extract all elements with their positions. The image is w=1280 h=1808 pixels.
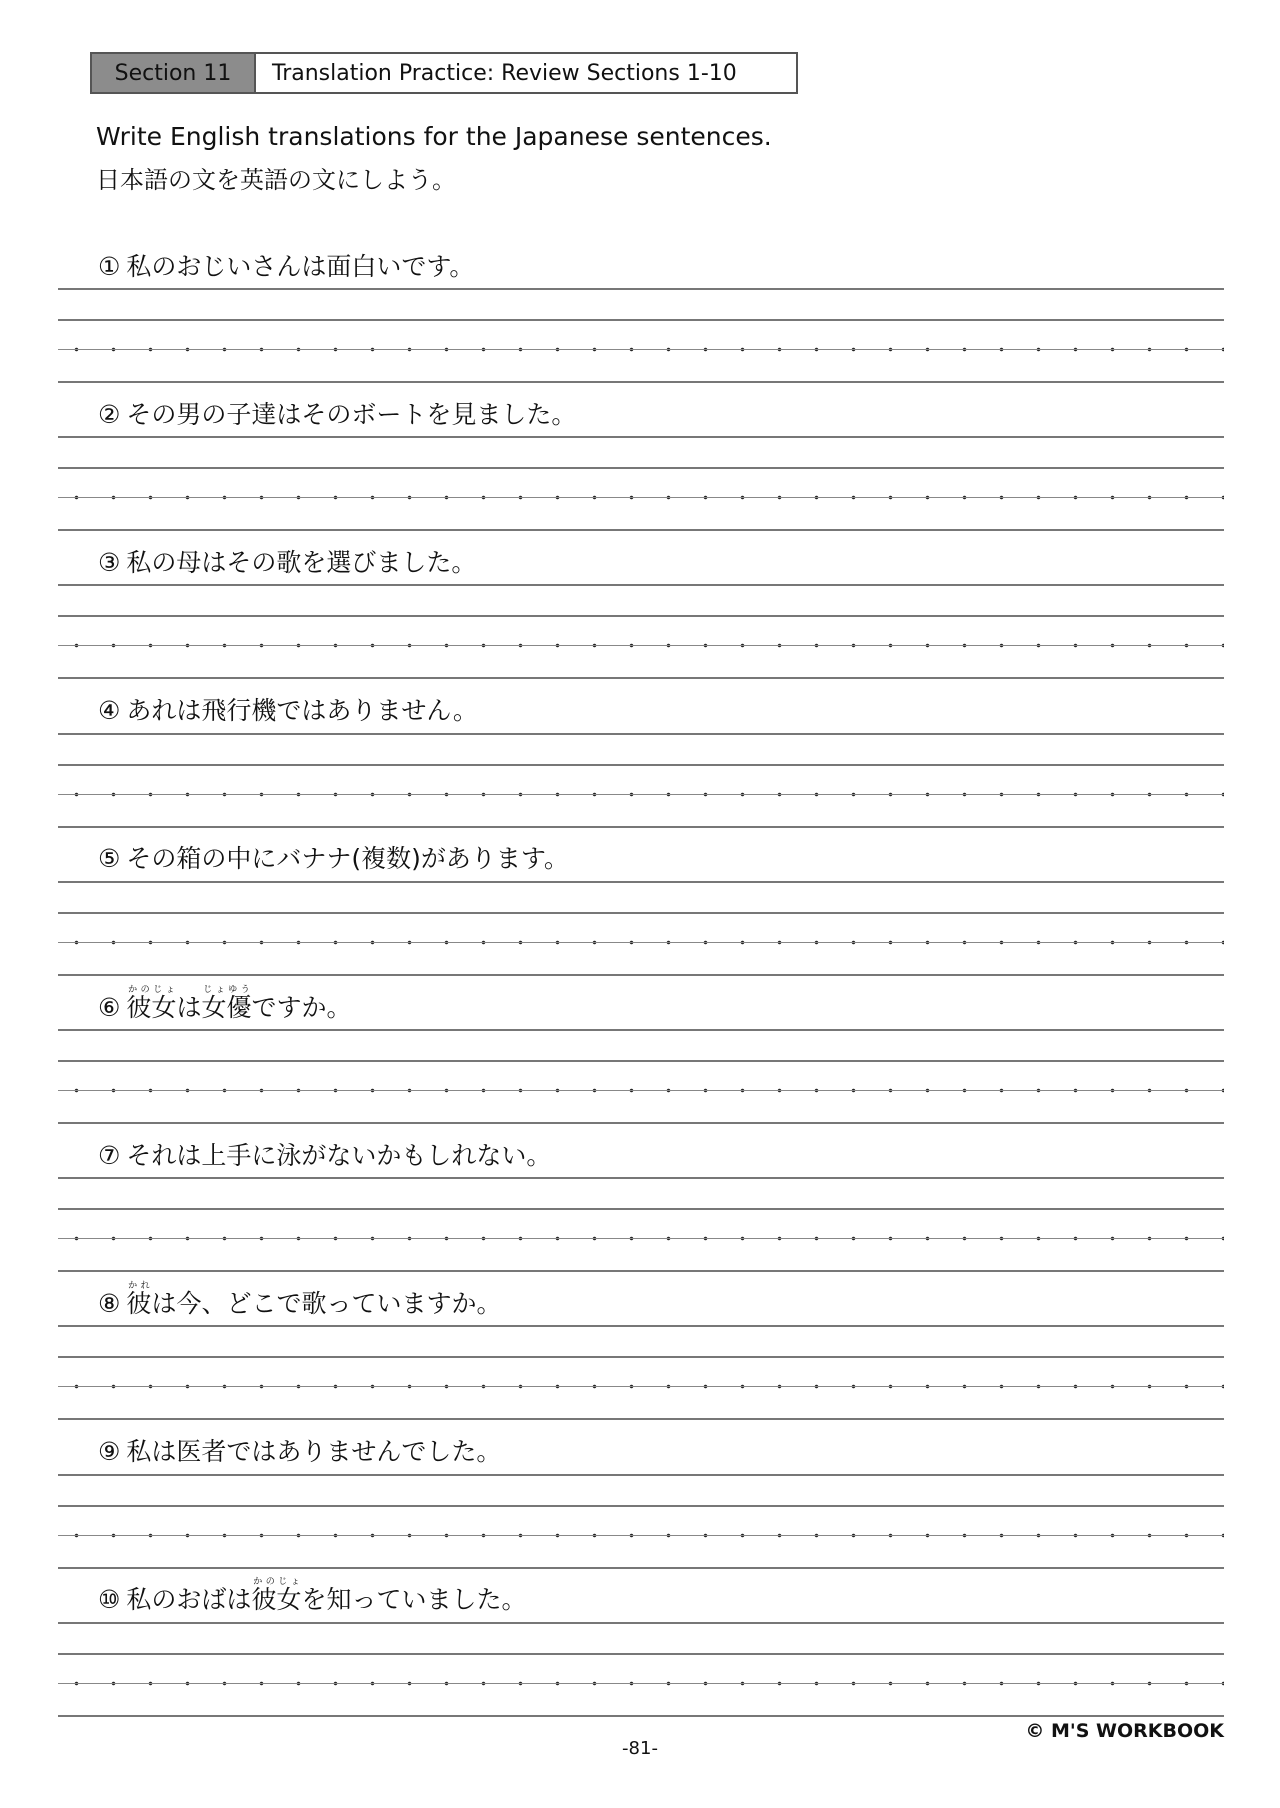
japanese-sentence <box>98 1438 501 1466</box>
kanji: 女 <box>276 1585 302 1615</box>
sentence-underline <box>58 1622 1224 1624</box>
sentence-text: ですか。 <box>251 992 352 1022</box>
japanese-sentence <box>98 253 474 281</box>
exercise-item <box>0 436 1280 584</box>
sentence-text: は今、どこで歌っていますか。 <box>151 1288 502 1318</box>
sentence-number: ② <box>98 399 121 429</box>
sentence-text: あれは飛行機ではありません。 <box>126 696 478 726</box>
furigana: かの <box>251 1577 277 1588</box>
sentence-number: ⑩ <box>98 1585 121 1615</box>
kanji: 彼 <box>126 1288 152 1318</box>
section-label: Section 11 <box>92 54 256 92</box>
furigana-word <box>151 984 177 1022</box>
furigana-word <box>201 984 227 1022</box>
furigana: じょ <box>151 984 177 995</box>
japanese-sentence <box>98 549 476 577</box>
sentence-number: ⑨ <box>98 1437 121 1467</box>
instructions-english: Write English translations for the Japanese sentences. <box>96 122 772 151</box>
sentence-text: 私は医者ではありませんでした。 <box>126 1437 502 1467</box>
exercise-item <box>0 1029 1280 1177</box>
exercise-item <box>0 733 1280 881</box>
sentence-number: ⑦ <box>98 1140 121 1170</box>
section-title: Translation Practice: Review Sections 1-10 <box>272 60 737 86</box>
sentence-text: その箱の中にバナナ(複数)があります。 <box>126 844 569 874</box>
sentence-number: ⑧ <box>98 1288 121 1318</box>
sentence-text: 私のおばは <box>126 1585 252 1615</box>
japanese-sentence <box>98 1577 526 1614</box>
exercise-item <box>0 881 1280 1029</box>
sentence-number: ④ <box>98 696 121 726</box>
kanji: 女 <box>201 992 227 1022</box>
writing-line[interactable] <box>58 1653 1224 1655</box>
furigana-word <box>276 1577 302 1615</box>
writing-line[interactable] <box>58 1715 1224 1717</box>
japanese-sentence <box>98 1281 501 1318</box>
japanese-sentence <box>98 401 576 429</box>
kanji: 女 <box>151 992 177 1022</box>
sentence-number: ⑤ <box>98 844 121 874</box>
section-header <box>90 52 798 94</box>
kanji: 彼 <box>251 1585 277 1615</box>
sentence-number: ③ <box>98 547 121 577</box>
exercise-item <box>0 585 1280 733</box>
furigana-word <box>226 984 252 1022</box>
furigana-word <box>251 1577 277 1615</box>
sentence-text: を知っていました。 <box>301 1585 527 1615</box>
sentence-text: それは上手に泳がないかもしれない。 <box>126 1140 552 1170</box>
furigana-word <box>126 984 152 1022</box>
page-number: -81- <box>622 1738 658 1759</box>
sentence-text: その男の子達はそのボートを見ました。 <box>126 399 577 429</box>
furigana: かの <box>126 984 152 995</box>
sentence-text: 私の母はその歌を選びました。 <box>126 547 477 577</box>
furigana-word <box>126 1280 152 1318</box>
exercise-item <box>0 1474 1280 1622</box>
sentence-text: は <box>176 992 202 1022</box>
furigana: じょ <box>201 984 227 995</box>
furigana: かれ <box>126 1280 152 1291</box>
japanese-sentence <box>98 845 569 873</box>
dotted-writing-line[interactable] <box>58 1681 1224 1686</box>
exercise-item <box>0 1177 1280 1325</box>
sentence-number: ⑥ <box>98 992 121 1022</box>
japanese-sentence <box>98 697 478 725</box>
copyright: © M'S WORKBOOK <box>1025 1720 1224 1742</box>
japanese-sentence <box>98 985 352 1022</box>
sentence-text: 私のおじいさんは面白いです。 <box>126 251 475 281</box>
instructions-japanese: 日本語の文を英語の文にしよう。 <box>96 166 456 194</box>
kanji: 彼 <box>126 992 152 1022</box>
furigana: じょ <box>276 1577 302 1588</box>
kanji: 優 <box>226 992 252 1022</box>
exercise-item <box>0 1326 1280 1474</box>
furigana: ゆう <box>226 984 252 995</box>
exercise-item <box>0 288 1280 436</box>
exercise-item <box>0 140 1280 288</box>
sentence-number: ① <box>98 251 121 281</box>
japanese-sentence <box>98 1142 551 1170</box>
